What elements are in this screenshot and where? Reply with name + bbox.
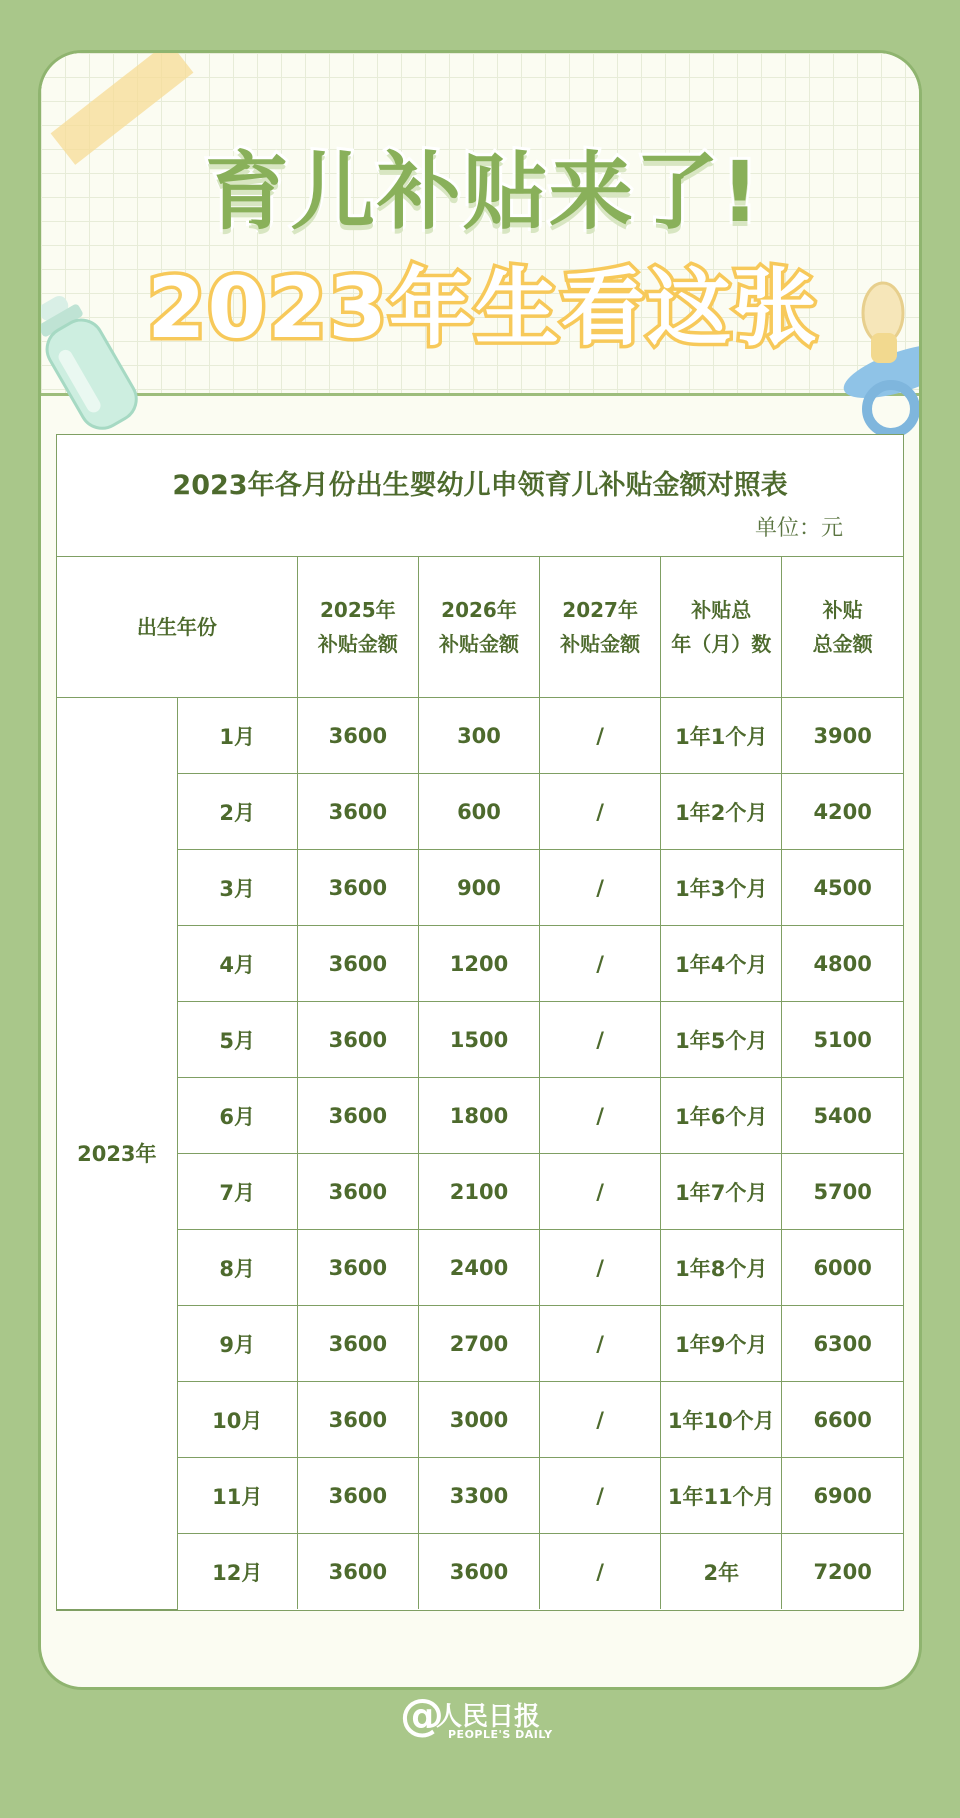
month-cell: 7月 <box>177 1154 297 1230</box>
duration-cell: 1年11个月 <box>661 1458 782 1534</box>
col-duration <box>661 557 782 698</box>
amount-2027-cell: / <box>540 698 661 774</box>
duration-cell: 1年10个月 <box>661 1382 782 1458</box>
month-cell: 1月 <box>177 698 297 774</box>
table-row <box>57 1458 903 1534</box>
total-cell: 7200 <box>782 1534 903 1610</box>
table-row <box>57 926 903 1002</box>
logo-at-symbol: @ <box>400 1690 444 1741</box>
amount-2026-cell: 3000 <box>418 1382 539 1458</box>
col-2027-label: 2027年 补贴金额 <box>560 598 641 656</box>
month-cell: 4月 <box>177 926 297 1002</box>
amount-2026-cell: 1500 <box>418 1002 539 1078</box>
total-cell: 4800 <box>782 926 903 1002</box>
amount-2026-cell: 1200 <box>418 926 539 1002</box>
title-line-1: 育儿补贴来了! <box>204 143 762 241</box>
amount-2026-cell: 3300 <box>418 1458 539 1534</box>
amount-2026-cell: 2100 <box>418 1154 539 1230</box>
amount-2025-cell: 3600 <box>297 698 418 774</box>
col-2025-label: 2025年 补贴金额 <box>317 598 398 656</box>
duration-cell: 1年4个月 <box>661 926 782 1002</box>
table-row <box>57 850 903 926</box>
amount-2025-cell: 3600 <box>297 926 418 1002</box>
col-total <box>782 557 903 698</box>
col-2026-amount <box>418 557 539 698</box>
amount-2026-cell: 300 <box>418 698 539 774</box>
amount-2026-cell: 600 <box>418 774 539 850</box>
amount-2027-cell: / <box>540 1534 661 1610</box>
table-row <box>57 1306 903 1382</box>
table-row <box>57 1154 903 1230</box>
amount-2027-cell: / <box>540 926 661 1002</box>
column-header-row <box>57 557 903 698</box>
duration-cell: 1年8个月 <box>661 1230 782 1306</box>
total-cell: 6600 <box>782 1382 903 1458</box>
peoples-daily-logo <box>400 1690 580 1752</box>
amount-2027-cell: / <box>540 1002 661 1078</box>
col-birth-year: 出生年份 <box>57 557 297 698</box>
duration-cell: 1年1个月 <box>661 698 782 774</box>
amount-2025-cell: 3600 <box>297 1306 418 1382</box>
duration-cell: 1年3个月 <box>661 850 782 926</box>
month-cell: 9月 <box>177 1306 297 1382</box>
table-row <box>57 1534 903 1610</box>
amount-2027-cell: / <box>540 774 661 850</box>
amount-2027-cell: / <box>540 1078 661 1154</box>
logo-english-name: PEOPLE'S DAILY <box>448 1728 553 1741</box>
amount-2026-cell: 1800 <box>418 1078 539 1154</box>
amount-2025-cell: 3600 <box>297 1002 418 1078</box>
amount-2025-cell: 3600 <box>297 850 418 926</box>
amount-2027-cell: / <box>540 1230 661 1306</box>
poster-header <box>41 53 919 396</box>
total-cell: 6000 <box>782 1230 903 1306</box>
duration-cell: 1年6个月 <box>661 1078 782 1154</box>
pacifier-icon <box>833 273 922 453</box>
month-cell: 6月 <box>177 1078 297 1154</box>
table-row <box>57 1382 903 1458</box>
amount-2025-cell: 3600 <box>297 774 418 850</box>
total-cell: 4200 <box>782 774 903 850</box>
amount-2026-cell: 2400 <box>418 1230 539 1306</box>
duration-cell: 1年9个月 <box>661 1306 782 1382</box>
month-cell: 5月 <box>177 1002 297 1078</box>
title-line-2: 2023年生看这张 <box>147 259 819 357</box>
month-cell: 3月 <box>177 850 297 926</box>
amount-2026-cell: 2700 <box>418 1306 539 1382</box>
table-row <box>57 774 903 850</box>
col-2027-amount <box>540 557 661 698</box>
total-cell: 5400 <box>782 1078 903 1154</box>
table-row <box>57 1078 903 1154</box>
baby-bottle-icon <box>38 278 161 448</box>
total-cell: 6900 <box>782 1458 903 1534</box>
duration-cell: 1年7个月 <box>661 1154 782 1230</box>
amount-2025-cell: 3600 <box>297 1230 418 1306</box>
amount-2027-cell: / <box>540 1382 661 1458</box>
col-duration-label: 补贴总 年（月）数 <box>671 598 772 656</box>
duration-cell: 1年2个月 <box>661 774 782 850</box>
amount-2025-cell: 3600 <box>297 1534 418 1610</box>
amount-2025-cell: 3600 <box>297 1382 418 1458</box>
month-cell: 10月 <box>177 1382 297 1458</box>
table-row <box>57 698 903 774</box>
table-row <box>57 1230 903 1306</box>
col-2025-amount <box>297 557 418 698</box>
total-cell: 4500 <box>782 850 903 926</box>
table-header-block <box>57 435 903 557</box>
table-row <box>57 1002 903 1078</box>
month-cell: 8月 <box>177 1230 297 1306</box>
amount-2026-cell: 3600 <box>418 1534 539 1610</box>
total-cell: 6300 <box>782 1306 903 1382</box>
amount-2027-cell: / <box>540 850 661 926</box>
duration-cell: 2年 <box>661 1534 782 1610</box>
amount-2027-cell: / <box>540 1306 661 1382</box>
month-cell: 12月 <box>177 1534 297 1610</box>
subsidy-grid <box>57 557 903 1610</box>
month-cell: 11月 <box>177 1458 297 1534</box>
year-cell: 2023年 <box>57 698 177 1610</box>
col-total-label: 补贴 总金额 <box>812 598 873 656</box>
amount-2027-cell: / <box>540 1458 661 1534</box>
amount-2025-cell: 3600 <box>297 1154 418 1230</box>
amount-2025-cell: 3600 <box>297 1458 418 1534</box>
amount-2025-cell: 3600 <box>297 1078 418 1154</box>
amount-2026-cell: 900 <box>418 850 539 926</box>
total-cell: 3900 <box>782 698 903 774</box>
duration-cell: 1年5个月 <box>661 1002 782 1078</box>
logo-name: 人民日报 <box>436 1702 541 1732</box>
total-cell: 5100 <box>782 1002 903 1078</box>
unit-label: 单位：元 <box>754 516 843 541</box>
amount-2027-cell: / <box>540 1154 661 1230</box>
total-cell: 5700 <box>782 1154 903 1230</box>
col-2026-label: 2026年 补贴金额 <box>438 598 519 656</box>
table-title: 2023年各月份出生婴幼儿申领育儿补贴金额对照表 <box>172 470 788 501</box>
subsidy-table <box>56 434 904 1611</box>
month-cell: 2月 <box>177 774 297 850</box>
